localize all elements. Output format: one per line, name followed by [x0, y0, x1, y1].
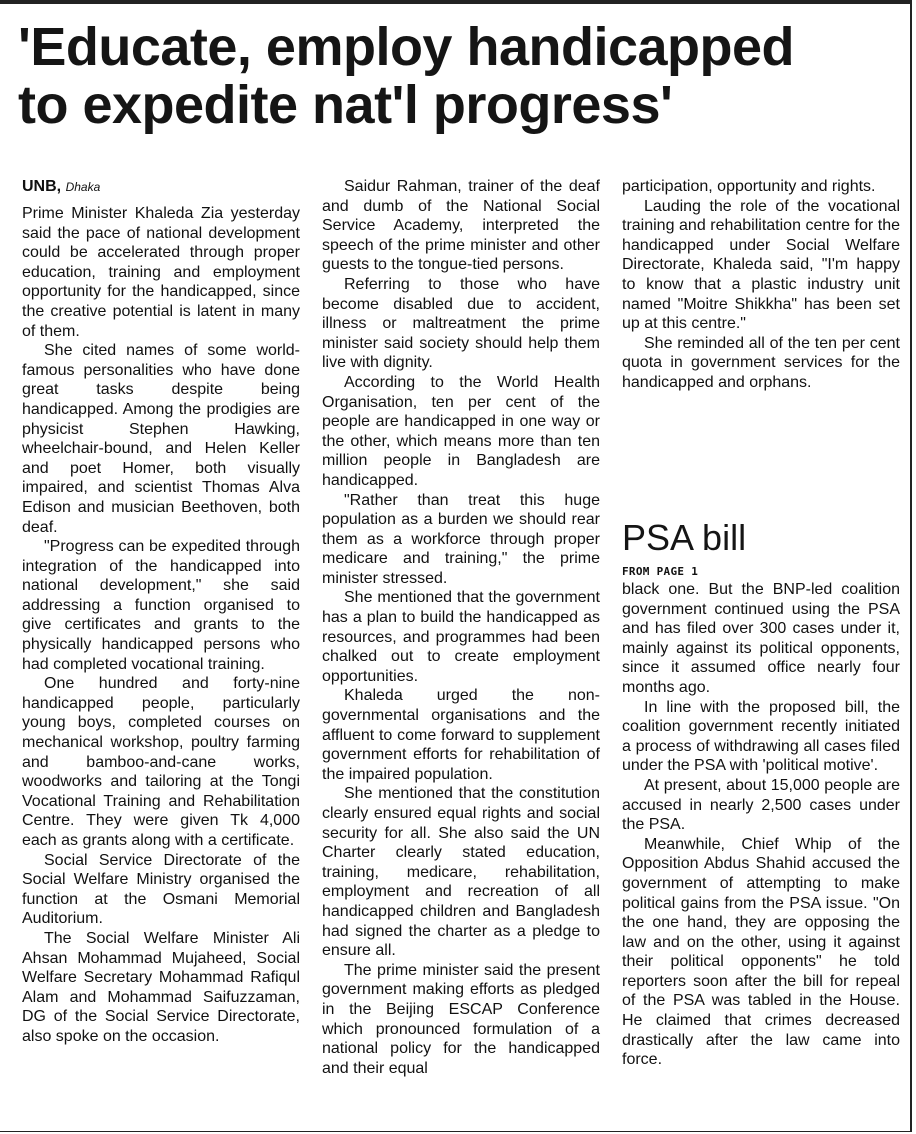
article-paragraph: Saidur Rahman, trainer of the deaf and dumb of the National Social Service Academy, interpreted the speech of the prime minister and other guests to the tongue-tied persons.	[322, 178, 600, 274]
article-paragraph: participation, opportunity and rights.	[622, 178, 876, 195]
article-paragraph: The prime minister said the present government making efforts as pledged in the Beijing ESCAP Conference which pronounced formulation of a national policy for the handicapped and their equal	[322, 961, 600, 1077]
article-paragraph: "Progress can be expedited through integration of the handicapped into national development," she said addressing a function organised to give certificates and grants to the physically handicapped persons who had completed vocational training.	[22, 538, 300, 673]
article-paragraph: She mentioned that the government has a plan to build the handicapped as resources, and programmes had been chalked out to create employment opportunities.	[322, 589, 600, 685]
headline	[18, 18, 898, 134]
article-column-1	[22, 177, 300, 1047]
top-rule	[0, 0, 912, 4]
article-paragraph: "Rather than treat this huge population as a burden we should rear them as a workforce through proper medicare and training," the prime minister stressed.	[322, 491, 600, 587]
article-paragraph: Social Service Directorate of the Social Welfare Ministry organised the function at the Osmani Memorial Auditorium.	[22, 851, 300, 928]
article-paragraph: Lauding the role of the vocational training and rehabilitation centre for the handicapped under Social Welfare Directorate, Khaleda said, "I'm happy to know that a plastic industry unit named "Moitre Shikkha" has been set up at this centre."	[622, 197, 900, 333]
article-column-3	[622, 177, 900, 393]
continued-from-label: FROM PAGE 1	[622, 565, 699, 578]
article-paragraph: She mentioned that the constitution clearly ensured equal rights and social security for all. She also said the UN Charter clearly stated education, training, medicare, rehabilitation, employment and recreation of all handicapped children and Bangladesh had signed the charter as a pledge to ensure all.	[322, 785, 600, 960]
article-paragraph: She cited names of some world-famous personalities who have done great tasks despite being handicapped. Among the prodigies are physicist Stephen Hawking, wheelchair-bound, and Helen Keller and poet Homer, both visually impaired, and scientist Thomas Alva Edison and musician Beethoven, both deaf.	[22, 342, 300, 536]
psa-headline: PSA bill	[622, 517, 747, 558]
psa-body	[622, 580, 900, 1070]
headline-line-1: 'Educate, employ handicapped	[18, 17, 795, 77]
article-paragraph: Prime Minister Khaleda Zia yesterday said the pace of national development could be accelerated through proper education, training and employment opportunity for the handicapped, since the creative potential is latent in many of them.	[22, 205, 300, 340]
article-paragraph: She reminded all of the ten per cent quota in government services for the handicapped and orphans.	[622, 334, 900, 391]
byline-agency: UNB,	[22, 178, 62, 195]
article-paragraph: According to the World Health Organisation, ten per cent of the people are handicapped in one way or the other, which means more than ten million people in Bangladesh are handicapped.	[322, 373, 600, 489]
psa-paragraph: black one. But the BNP-led coalition government continued using the PSA and has filed over 300 cases under it, mainly against its political opponents, since it assumed office nearly four months ago.	[622, 581, 900, 696]
article-paragraph: Khaleda urged the non-governmental organisations and the affluent to come forward to supplement government efforts for rehabilitation of the impaired population.	[322, 687, 600, 783]
psa-bill-story	[622, 517, 900, 1070]
byline	[22, 177, 300, 197]
byline-city: Dhaka	[65, 180, 101, 194]
article-paragraph: The Social Welfare Minister Ali Ahsan Mohammad Mujaheed, Social Welfare Secretary Mohammad Rafiqul Alam and Mohammad Saifuzzaman, DG of the Social Service Directorate, also spoke on the occasion.	[22, 929, 300, 1045]
psa-paragraph: At present, about 15,000 people are accused in nearly 2,500 cases under the PSA.	[622, 776, 900, 834]
psa-paragraph: Meanwhile, Chief Whip of the Opposition Abdus Shahid accused the government of attempting to make political gains from the PSA issue. "On the one hand, they are opposing the law and on the other, using it against their political opponents" he told reporters soon after the bill for repeal of the PSA was tabled in the House. He claimed that crimes decreased drastically after the law came into force.	[622, 835, 900, 1069]
headline-line-2: to expedite nat'l progress'	[18, 75, 673, 135]
article-column-2	[322, 177, 600, 1078]
psa-paragraph: In line with the proposed bill, the coalition government recently initiated a process of withdrawing all cases filed under the PSA with 'political motive'.	[622, 698, 900, 775]
article-paragraph: Referring to those who have become disabled due to accident, illness or maltreatment the prime minister said society should help them live with dignity.	[322, 275, 600, 372]
article-paragraph: One hundred and forty-nine handicapped people, particularly young boys, completed courses on mechanical workshop, poultry farming and bamboo-and-cane works, woodworks and tailoring at the Tongi Vocational Training and Rehabilitation Centre. They were given Tk 4,000 each as grants along with a certificate.	[22, 675, 300, 849]
